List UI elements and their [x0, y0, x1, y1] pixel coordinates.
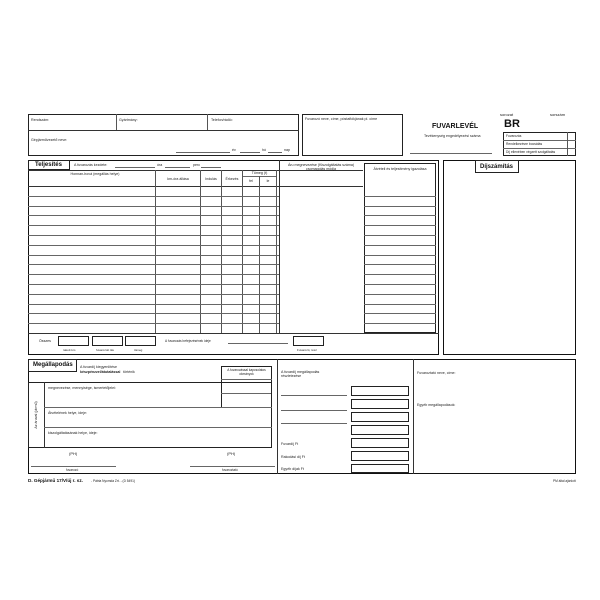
fuvarozo-foot-label: Fuvarozó; rész — [297, 348, 317, 352]
table-row-line — [364, 294, 436, 295]
amount-box-7 — [351, 464, 409, 473]
egyeb-dijak-label: Egyéb díjak Ft — [281, 467, 304, 471]
table-row-line — [28, 215, 279, 216]
sig-line-1 — [31, 466, 116, 467]
cargo-vertical-label: Az áruval (jármű) — [34, 401, 38, 429]
table-row-line — [364, 196, 436, 197]
table-row-line — [28, 304, 279, 305]
col-indulas: Indulás — [205, 177, 217, 181]
dijszamitas-section — [443, 160, 576, 355]
service-item-1: Fuvarozás — [506, 134, 522, 138]
osszes-box-1 — [58, 336, 89, 346]
atvetel-helye-label: Átvételének helye, ideje: — [48, 411, 87, 415]
col-km: km-óra állása — [167, 177, 189, 181]
table-row-line — [364, 274, 436, 275]
table-row-line — [364, 215, 436, 216]
table-row-line — [28, 245, 279, 246]
dijszamitas-title: Díjszámítás — [480, 164, 514, 170]
osszes-box-2 — [92, 336, 123, 346]
date-day-line — [268, 152, 282, 153]
date-month-line — [240, 152, 260, 153]
table-col-line-4 — [242, 170, 243, 333]
service-check-col — [567, 132, 568, 156]
table-row-line — [28, 264, 279, 265]
ho-label: hó — [262, 148, 266, 152]
amount-box-1 — [351, 386, 409, 396]
table-row-line — [364, 313, 436, 314]
kiszolgaltatas-label: kiszolgáltatásának helye, ideje: — [48, 431, 98, 435]
perc-label: perc — [193, 163, 200, 167]
footer-left: D. Gépjármű 17/V/új r. sz. — [28, 478, 83, 483]
kiegyenlites-line1: A fuvardíj kiegyenlítése — [80, 365, 117, 369]
kapcsolat-row1 — [221, 379, 272, 380]
fuvardij-megall-label: A fuvardíj megállapodás részletezése — [281, 370, 320, 378]
sig-label-1: fuvarozó — [66, 468, 79, 472]
table-col-line-7 — [279, 160, 280, 333]
kezdete-line — [115, 167, 155, 168]
table-col-line-6 — [276, 170, 277, 333]
ora-label: óra — [157, 163, 163, 167]
form-title: FUVARLEVÉL — [432, 123, 479, 130]
pay-line-2 — [281, 410, 347, 411]
vehicle-info-col2 — [207, 114, 208, 130]
kiegyenlites-line3: történik — [123, 370, 135, 374]
amount-box-6 — [351, 451, 409, 461]
fuvardij-ft-label: Fuvardíj Ft — [281, 442, 299, 446]
teljesites-title: Teljesítés — [35, 162, 62, 168]
table-row-line — [364, 225, 436, 226]
col-tomeg: Tömeg (t) — [251, 171, 268, 175]
osszes-sub-2: fuvarozott táv — [96, 348, 115, 352]
sorszam-left-label: sorozat — [500, 112, 514, 117]
osszes-sub-3: tömeg — [134, 348, 143, 352]
payment-divider — [277, 359, 278, 474]
footer-right: PM által ajánlott — [553, 479, 576, 483]
fuvaroztato-cim-label: Fuvaroztató neve, címe: — [417, 371, 456, 375]
table-row-line — [28, 206, 279, 207]
table-row-line — [364, 284, 436, 285]
service-row2 — [503, 148, 576, 149]
table-row-line — [28, 255, 279, 256]
vehicle-info-col1 — [116, 114, 117, 130]
form-subtitle: Tevékenység engedélyezési száma — [424, 134, 481, 138]
table-row-line — [28, 196, 279, 197]
befejezes-label: A fuvarozás befejezésének ideje — [165, 339, 211, 343]
kiegyenlites-line2: készpénzzel/átutalással — [80, 370, 121, 374]
table-row-line — [28, 284, 279, 285]
table-row-line — [364, 245, 436, 246]
megnevezes-label: megnevezése, mennyisége, ismertetőjelei: — [48, 386, 116, 390]
amount-box-4 — [351, 425, 409, 435]
table-row-line — [364, 255, 436, 256]
rendszam-label: Rendszám: — [31, 118, 50, 122]
atvetel-column — [364, 163, 436, 333]
table-header-bottom — [28, 186, 363, 187]
vehicle-info-divider — [28, 130, 299, 131]
table-bottom — [28, 333, 439, 334]
sig-line-2 — [190, 466, 275, 467]
table-row-line — [364, 323, 436, 324]
table-col-line-1 — [155, 170, 156, 333]
col-aru: Áru megnevezése (Kiszolgáltatás száma) csomagolás módja — [287, 163, 355, 171]
service-item-2: Rendelkezésre bocsátás — [506, 142, 543, 146]
cargo-row2 — [44, 427, 272, 428]
kezdete-label: A fuvarozás kezdete: — [74, 163, 108, 167]
carrier-label: Fuvarozó neve, címe, póstafiókjának pl. címe — [305, 117, 378, 121]
vehicle-info-box — [28, 114, 299, 156]
sorszam-right-label: sorszám — [550, 112, 566, 117]
cargo-block — [28, 382, 272, 448]
col-le: le — [266, 179, 270, 183]
table-row-line — [364, 264, 436, 265]
footer-left-small: - Pátria Nyomda Zrt. - (D 5491) — [91, 479, 135, 483]
gyartmany-label: Gyártmány: — [119, 118, 138, 122]
table-row-line — [28, 235, 279, 236]
table-row-line — [28, 313, 279, 314]
vezeto-label: Gépjárművezető neve: — [31, 138, 68, 142]
rakodasi-label: Rakodási díj Ft — [281, 455, 305, 459]
col-erkezes: Érkezés — [225, 177, 239, 181]
befejezes-line — [228, 343, 288, 344]
cargo-row1 — [44, 407, 272, 408]
cargo-vertical-divider — [44, 382, 45, 448]
table-col-line-2 — [200, 170, 201, 333]
amount-box-2 — [351, 399, 409, 409]
ph-1: (PH) — [69, 451, 78, 456]
service-item-3: Díj ellenében végzett szolgáltatás — [506, 150, 556, 154]
osszes-box-3 — [125, 336, 156, 346]
table-row-line — [364, 304, 436, 305]
fuvarozo-foot-box — [293, 336, 324, 346]
pay-line-1 — [281, 395, 347, 396]
date-year-line — [176, 152, 230, 153]
amount-box-5 — [351, 438, 409, 448]
nap-label: nap — [284, 148, 290, 152]
amount-box-3 — [351, 412, 409, 422]
megallapodas-title: Megállapodás — [33, 362, 73, 368]
table-row-line — [364, 235, 436, 236]
kapcsolat-label: A fuvarozással kapcsolatos okmányok — [227, 368, 266, 376]
col-fel: fel — [249, 179, 253, 183]
osszes-label: Összes — [39, 339, 51, 343]
pay-line-3 — [281, 423, 347, 424]
col-atvetel: Átvételi és teljesítmény igazolása — [373, 167, 427, 171]
col-honnan: Honnan-hová (megállás helye) — [70, 172, 120, 176]
br-series: BR — [504, 118, 520, 130]
osszes-sub-1: rakott km — [63, 348, 76, 352]
ph-2: (PH) — [227, 451, 236, 456]
subtitle-line — [410, 153, 492, 154]
ora-line — [165, 167, 190, 168]
table-row-line — [364, 206, 436, 207]
table-row-line — [28, 274, 279, 275]
sig-label-2: fuvaroztató — [222, 468, 238, 472]
telefon-label: Telefon/rádió: — [211, 118, 233, 122]
ev-label: év — [232, 148, 236, 152]
table-col-line-3 — [221, 170, 222, 333]
table-row-line — [28, 225, 279, 226]
table-row-line — [28, 294, 279, 295]
egyeb-megall-label: Egyéb megállapodások: — [417, 403, 456, 407]
perc-line — [201, 167, 221, 168]
service-row1 — [503, 140, 576, 141]
table-row-line — [28, 323, 279, 324]
other-agreements-divider — [413, 359, 414, 474]
